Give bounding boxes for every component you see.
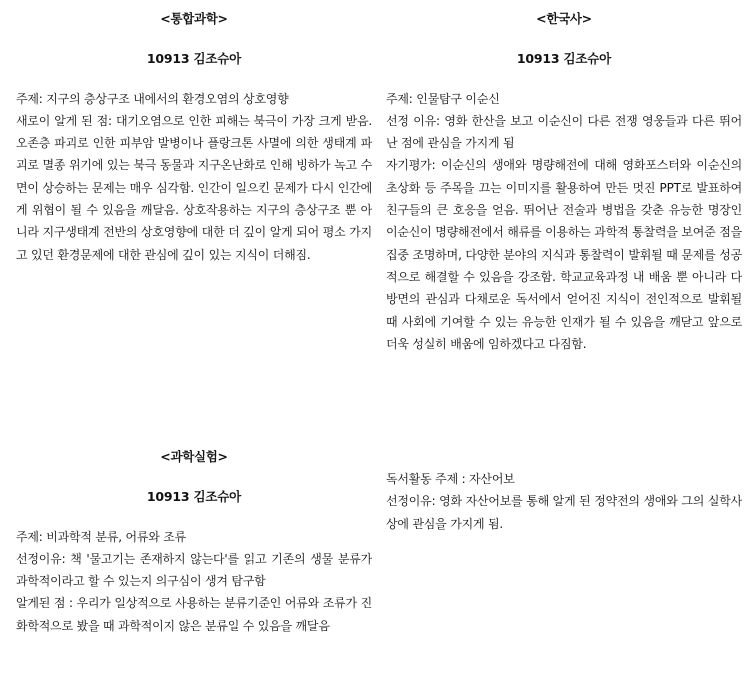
section-heading: <한국사> bbox=[536, 11, 592, 26]
reason-paragraph: 선정이유: 책 '물고기는 존재하지 않는다'를 읽고 기존의 생물 분류가 과학적이라고 할 수 있는지 의구심이 생겨 탐구함 bbox=[16, 551, 372, 589]
reason-paragraph: 선정 이유: 영화 한산을 보고 이순신이 다른 전쟁 영웅들과 다른 뛰어난 점에 관심을 가지게 됨 bbox=[386, 113, 742, 151]
topic-line: 주제: 지구의 층상구조 내에서의 환경오염의 상호영향 bbox=[16, 91, 289, 106]
student-id-name: 10913 김조슈아 bbox=[516, 51, 612, 67]
section-heading: <통합과학> bbox=[160, 11, 228, 26]
topic-line: 주제: 비과학적 분류, 어류와 조류 bbox=[16, 529, 187, 544]
student-id-name: 10913 김조슈아 bbox=[146, 489, 242, 505]
topic-line: 주제: 인물탐구 이순신 bbox=[386, 91, 500, 106]
section-reading-activity bbox=[386, 468, 742, 535]
section-science-experiment bbox=[16, 446, 372, 637]
section-heading: <과학실험> bbox=[160, 449, 228, 464]
learned-paragraph: 알게된 점 : 우리가 일상적으로 사용하는 분류기준인 어류와 조류가 진화학적으로 봤을 때 과학적이지 않은 분류일 수 있음을 깨달음 bbox=[16, 596, 372, 633]
learned-paragraph: 새로이 알게 된 점: 대기오염으로 인한 피해는 북극이 가장 크게 받음. 오존층 파괴로 인한 피부암 발병이나 플랑크톤 사멸에 의한 생태계 파괴로 멸종 위기에 있는 북극 동물과 지구온난화로 인해 빙하가 녹고 수면이 상승하는 문제는 매우 심각함. 인간이 일으킨 문제가 다시 인간에게 위협이 될 수 있음을 깨달음. 상호작용하는 지구의 층상구조 뿐 아니라 지구생태계 전반의 상호영향에 대한 더 깊이 알게 되어 평소 가지고 있던 환경문제에 대한 관심에 깊이 있는 지식이 더해짐. bbox=[16, 113, 372, 262]
section-integrated-science bbox=[16, 8, 372, 266]
reason-paragraph: 선정이유: 영화 자산어보를 통해 알게 된 정약전의 생애와 그의 실학사상에 관심을 가지게 됨. bbox=[386, 494, 742, 531]
section-korean-history bbox=[386, 8, 742, 355]
student-id-name: 10913 김조슈아 bbox=[146, 51, 242, 67]
topic-line: 독서활동 주제 : 자산어보 bbox=[386, 472, 515, 486]
self-evaluation-paragraph: 자기평가: 이순신의 생애와 명량해전에 대해 영화포스터와 이순신의 초상화 등 주목을 끄는 이미지를 활용하여 만든 멋진 PPT로 발표하여 친구들의 큰 호응을 얻음. 뛰어난 전술과 병법을 갖춘 유능한 명장인 이순신이 명량해전에서 해류를 이용하는 과학적 통찰력을 보여준 점을 집중 조명하며, 다양한 분야의 지식과 통찰력이 발휘될 때 문제를 성공적으로 해결할 수 있음을 강조함. 학교교육과정 내 배움 뿐 아니라 다방면의 관심과 다채로운 독서에서 얻어진 지식이 전인적으로 발휘될 때 사회에 기여할 수 있는 유능한 인재가 될 수 있음을 깨닫고 앞으로 더욱 성실히 배움에 임하겠다고 다짐함. bbox=[386, 158, 742, 351]
